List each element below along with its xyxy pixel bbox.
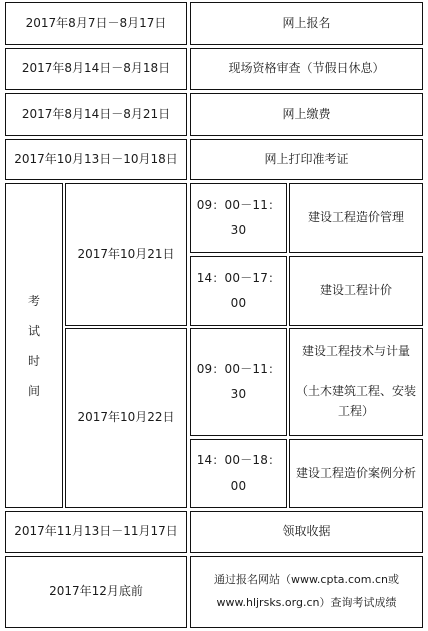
exam-time-label-cell [5, 183, 63, 508]
exam-day-2-date-cell: 2017年10月22日 [65, 328, 187, 508]
admission-ticket-date-cell: 2017年10月13日－10月18日 [5, 139, 187, 180]
exam-day-2-morning-time-cell: 09：00－11： 30 [190, 328, 287, 436]
receipt-date-cell: 2017年11月13日－11月17日 [5, 511, 187, 553]
exam-day-2-afternoon-subject-cell: 建设工程造价案例分析 [289, 439, 423, 508]
score-query-date-cell: 2017年12月底前 [5, 556, 187, 628]
exam-day-1-afternoon-time-cell: 14：00－17： 00 [190, 256, 287, 326]
exam-day-1-date-cell: 2017年10月21日 [65, 183, 187, 326]
exam-time-label-char: 考 [27, 293, 40, 308]
receipt-event-cell: 领取收据 [190, 511, 423, 553]
qualification-review-event-cell: 现场资格审查（节假日休息） [190, 48, 423, 90]
registration-date-cell: 2017年8月7日－8月17日 [5, 2, 187, 45]
qualification-review-date-cell: 2017年8月14日－8月18日 [5, 48, 187, 90]
payment-date-cell: 2017年8月14日－8月21日 [5, 93, 187, 136]
admission-ticket-event-cell: 网上打印准考证 [190, 139, 423, 180]
payment-event-cell: 网上缴费 [190, 93, 423, 136]
exam-time-label-char: 试 [27, 323, 40, 338]
exam-time-label-char: 间 [27, 383, 40, 398]
registration-event-cell: 网上报名 [190, 2, 423, 45]
exam-day-2-morning-subject-cell: 建设工程技术与计量 （土木建筑工程、安装 工程） [289, 328, 423, 436]
exam-day-1-afternoon-subject-cell: 建设工程计价 [289, 256, 423, 326]
exam-day-2-afternoon-time-cell: 14：00－18： 00 [190, 439, 287, 508]
exam-time-label-char: 时 [27, 353, 40, 368]
exam-day-1-morning-time-cell: 09：00－11： 30 [190, 183, 287, 253]
score-query-event-cell: 通过报名网站（www.cpta.com.cn或 www.hljrsks.org.cn）查询考试成绩 [190, 556, 423, 628]
exam-day-1-morning-subject-cell: 建设工程造价管理 [289, 183, 423, 253]
